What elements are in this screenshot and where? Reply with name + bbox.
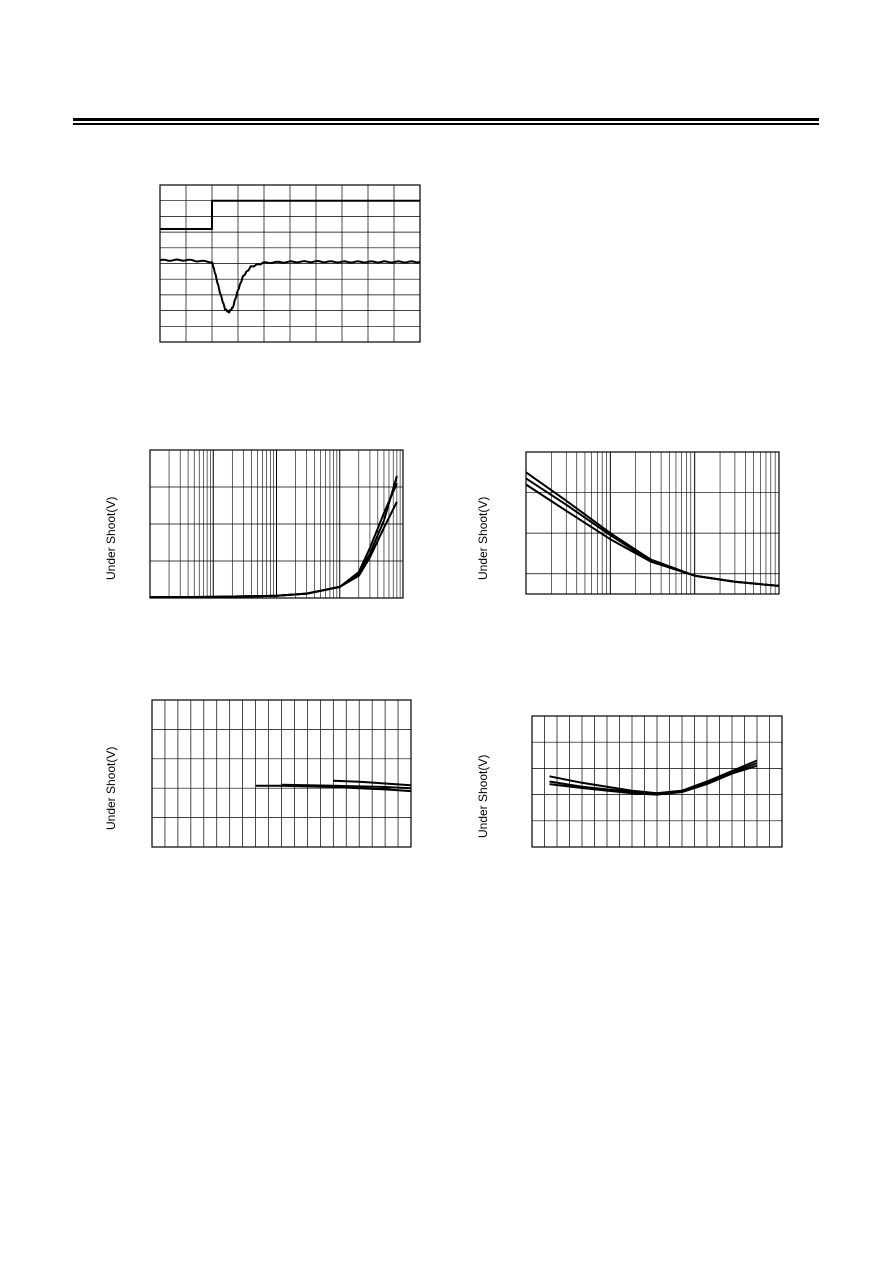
y-axis-label: Under Shoot(V) <box>104 496 118 580</box>
y-axis-label: Under Shoot(V) <box>476 754 490 838</box>
grid <box>526 452 779 594</box>
y-axis-label: Under Shoot(V) <box>104 746 118 830</box>
header-rule-thin <box>73 123 819 125</box>
series-line <box>550 766 758 795</box>
plot-frame <box>526 452 779 594</box>
y-axis-label: Under Shoot(V) <box>476 496 490 580</box>
header-rule-thick <box>73 118 819 121</box>
series-line <box>526 478 779 586</box>
undershoot-chart-a <box>140 440 412 608</box>
grid <box>532 716 782 847</box>
undershoot-chart-c <box>142 690 422 855</box>
grid <box>160 185 420 342</box>
grid <box>150 450 403 598</box>
grid <box>152 700 411 847</box>
undershoot-chart-d <box>522 708 792 856</box>
series-line <box>526 472 779 586</box>
scope-waveform-chart <box>150 178 430 350</box>
undershoot-chart-b <box>516 442 788 604</box>
